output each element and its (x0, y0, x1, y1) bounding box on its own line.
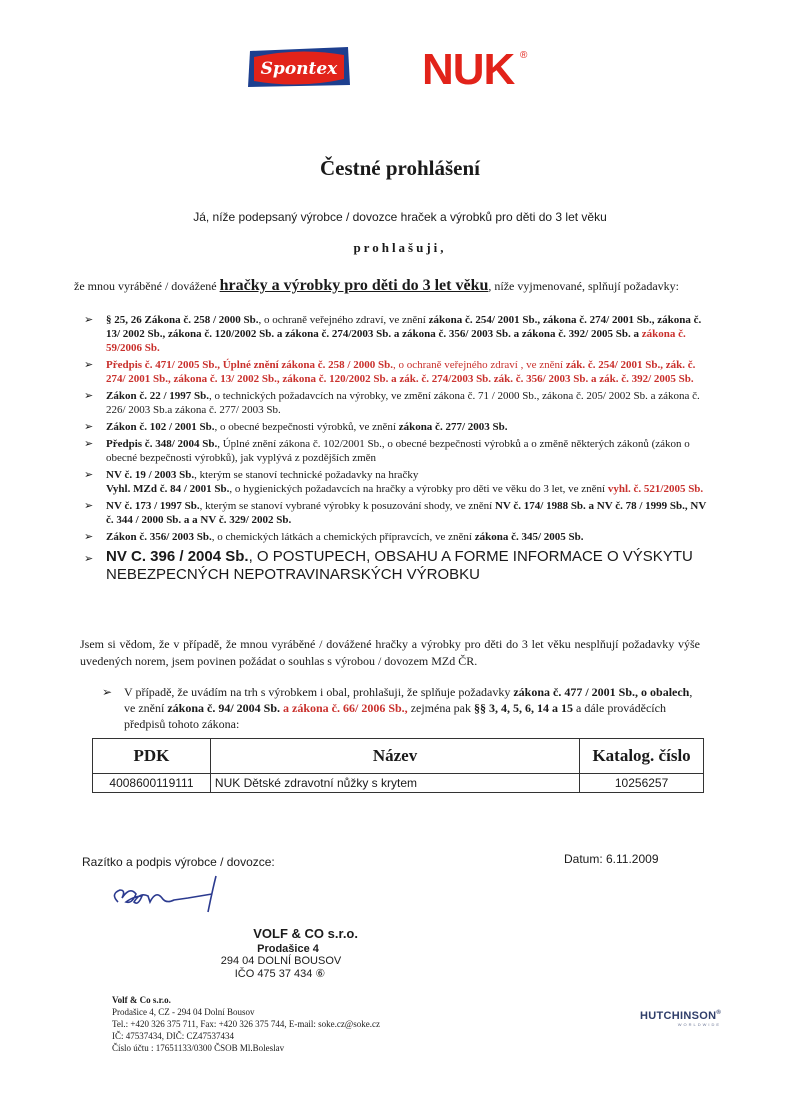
declare-heading: prohlašuji, (353, 240, 447, 255)
list-item: ➢ Předpis č. 348/ 2004 Sb., Úplné znění zákona č. 102/2001 Sb., o obecné bezpečnosti výrobků a o změně některých zákonů (zákon o obecné bezpečnosti výrobků), jak vyplývá z pozdějších změn (84, 438, 690, 464)
list-item: ➢ NV C. 396 / 2004 Sb., O POSTUPECH, OBSAHU A FORME INFORMACE O VÝSKYTU NEBEZPECNÝCH NEPOTRAVINARSKÝCH VÝROBKU (84, 548, 693, 583)
company-stamp (188, 926, 358, 980)
arrow-bullet-icon: ➢ (84, 314, 94, 326)
arrow-bullet-icon: ➢ (102, 685, 113, 699)
stamp-ico: IČO 475 37 434 ⑥ (234, 968, 326, 980)
column-header: PDK (93, 739, 211, 774)
hutchinson-logo: HUTCHINSON® WORLDWIDE (640, 1010, 722, 1027)
spontex-logo-text: Spontex (260, 59, 338, 79)
arrow-bullet-icon: ➢ (84, 500, 94, 512)
signature-label: Razítko a podpis výrobce / dovozce: (82, 855, 275, 869)
list-item: ➢ § 25, 26 Zákona č. 258 / 2000 Sb., o ochraně veřejného zdraví, ve znění zákona č. 254/ 2001 Sb., zákona č. 274/ 2001 Sb., zákona č. 13/ 2002 Sb., zákona č. 120/2002 Sb. a zákona č. 274/2003 Sb. a zákona č. 356/ 2003 Sb. a zákona č. 392/ 2005 Sb. a zákona č. 59/2006 Sb. (84, 314, 702, 354)
date-text: Datum: 6.11.2009 (564, 852, 659, 866)
lead-paragraph: že mnou vyráběné / dovážené hračky a výrobky pro děti do 3 let věku, níže vyjmenované, splňují požadavky: (74, 277, 679, 294)
arrow-bullet-icon: ➢ (84, 390, 94, 402)
list-item: ➢ Zákon č. 22 / 1997 Sb., o technických požadavcích na výrobky, ve změní zákona č. 71 / 2000 Sb., zákona č. 205/ 2002 Sb. a zákona č. 226/ 2003 Sb.a zákona č. 277/ 2003 Sb. (84, 390, 700, 416)
table-cell: NUK Dětské zdravotní nůžky s krytem (210, 774, 579, 793)
stamp-city: 294 04 DOLNÍ BOUSOV (220, 955, 342, 967)
handwritten-signature (104, 872, 234, 918)
table-header-row (93, 739, 704, 774)
nuk-logo (420, 40, 530, 96)
column-header: Název (210, 739, 579, 774)
spontex-logo (244, 45, 354, 89)
table-cell: 4008600119111 (93, 774, 211, 793)
packaging-clause: ➢ V případě, že uvádím na trh s výrobkem i obal, prohlašuji, že splňuje požadavky zákona č. 477 / 2001 Sb., o obalech, ve znění zákona č. 94/ 2004 Sb. a zákona č. 66/ 2006 Sb., zejména pak §§ 3, 4, 5, 6, 14 a 15 a dále prováděcích předpisů tohoto zákona: (102, 685, 693, 731)
awareness-paragraph: Jsem si vědom, že v případě, že mnou vyráběné / dovážené hračky a výrobky pro děti do 3 let věku nesplňují požadavky výše uvedených norem, jsem povinen požádat o souhlas s výrobou / dovozem MZd ČR. (80, 637, 700, 668)
arrow-bullet-icon: ➢ (84, 553, 94, 565)
column-header: Katalog. číslo (580, 739, 704, 774)
footer-address: Volf & Co s.r.o. Prodašice 4, CZ - 294 04 Dolní Bousov Tel.: +420 326 375 711, Fax: +420 326 375 744, E-mail: soke.cz@soke.cz IČ: 47537434, DIČ: CZ47537434 Číslo účtu : 17651133/0300 ČSOB Ml.Boleslav (112, 995, 380, 1053)
arrow-bullet-icon: ➢ (84, 421, 94, 433)
table-cell: 10256257 (580, 774, 704, 793)
arrow-bullet-icon: ➢ (84, 438, 94, 450)
list-item: ➢ NV č. 19 / 2003 Sb., kterým se stanoví technické požadavky na hračky Vyhl. MZd č. 84 / 2001 Sb., o hygienických požadavcích na hračky a výrobky pro děti ve věku do 3 let, ve znění vyhl. č. 521/2005 Sb. (84, 469, 704, 495)
list-item: ➢ Předpis č. 471/ 2005 Sb., Úplné znění zákona č. 258 / 2000 Sb., o ochraně veřejného zdraví , ve znění zák. č. 254/ 2001 Sb., zák. č. 274/ 2001 Sb., zákona č. 13/ 2002 Sb., zákona č. 120/2002 Sb. a zák. č. 274/2003 Sb. zák. č. 356/ 2003 Sb. a zák. č. 392/ 2005 Sb. (84, 359, 696, 385)
svg-text:®: ® (520, 50, 528, 61)
product-table (92, 738, 704, 793)
arrow-bullet-icon: ➢ (84, 531, 94, 543)
arrow-bullet-icon: ➢ (84, 469, 94, 481)
page-title: Čestné prohlášení (319, 156, 481, 180)
stamp-street: Prodašice 4 (257, 943, 319, 955)
list-item: ➢ Zákon č. 356/ 2003 Sb., o chemických látkách a chemických přípravcích, ve znění zákona č. 345/ 2005 Sb. (84, 531, 584, 543)
lead-highlight: hračky a výrobky pro děti do 3 let věku (219, 277, 489, 294)
nuk-logo-text: NUK (422, 45, 515, 94)
intro-text: Já, níže podepsaný výrobce / dovozce hraček a výrobků pro děti do 3 let věku (193, 210, 607, 224)
list-item: ➢ NV č. 173 / 1997 Sb., kterým se stanoví vybrané výrobky k posuzování shody, ve znění NV č. 174/ 1988 Sb. a NV č. 78 / 1999 Sb., NV č. 344 / 2000 Sb. a a NV č. 329/ 2002 Sb. (84, 500, 707, 526)
requirements-list (74, 313, 714, 587)
list-item: ➢ Zákon č. 102 / 2001 Sb., o obecné bezpečnosti výrobků, ve znění zákona č. 277/ 2003 Sb. (84, 421, 508, 433)
stamp-company: VOLF & CO s.r.o. (253, 926, 358, 941)
table-row (93, 774, 704, 793)
arrow-bullet-icon: ➢ (84, 359, 94, 371)
